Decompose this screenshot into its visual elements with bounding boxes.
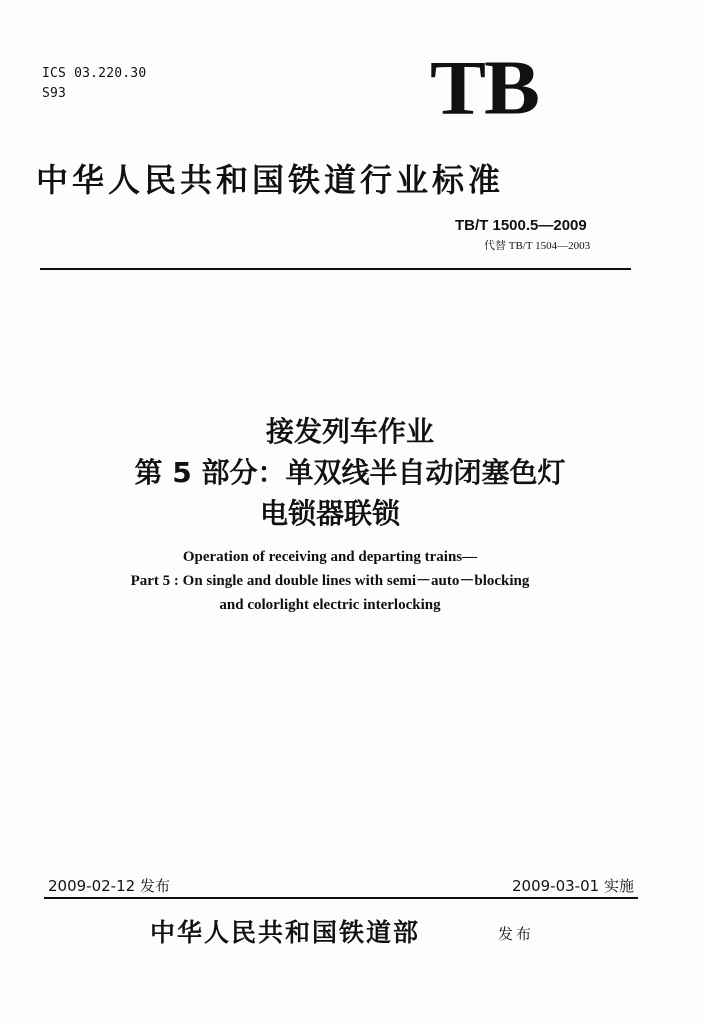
title-en-line1: Operation of receiving and departing trains— [182,549,478,565]
replaces-note: 代替 TB/T 1504—2003 [484,240,591,252]
title-cn-line2: 第 5 部分：单双线半自动闭塞色灯 [134,456,566,489]
standard-title: 中华人民共和国铁道行业标准 [36,161,505,199]
header-rule [40,268,631,270]
issue-label: 发布 [498,925,535,943]
ics-code: ICS 03.220.30 [42,66,147,81]
title-cn-line3: 电锁器联锁 [259,497,400,530]
tb-logo: TB [430,45,539,131]
title-cn-line1: 接发列车作业 [265,415,434,448]
standard-number: TB/T 1500.5—2009 [455,217,587,234]
classification-codes [42,64,146,104]
ccs-code: S93 [42,86,67,101]
title-en-line3: and colorlight electric interlocking [219,597,441,613]
effective-date: 2009-03-01 实施 [512,877,634,895]
title-en-line2: Part 5 : On single and double lines with semi－auto－blocking [130,573,530,589]
issue-date: 2009-02-12 发布 [48,877,170,895]
footer-rule [44,897,638,899]
issuer-name: 中华人民共和国铁道部 [150,918,421,947]
